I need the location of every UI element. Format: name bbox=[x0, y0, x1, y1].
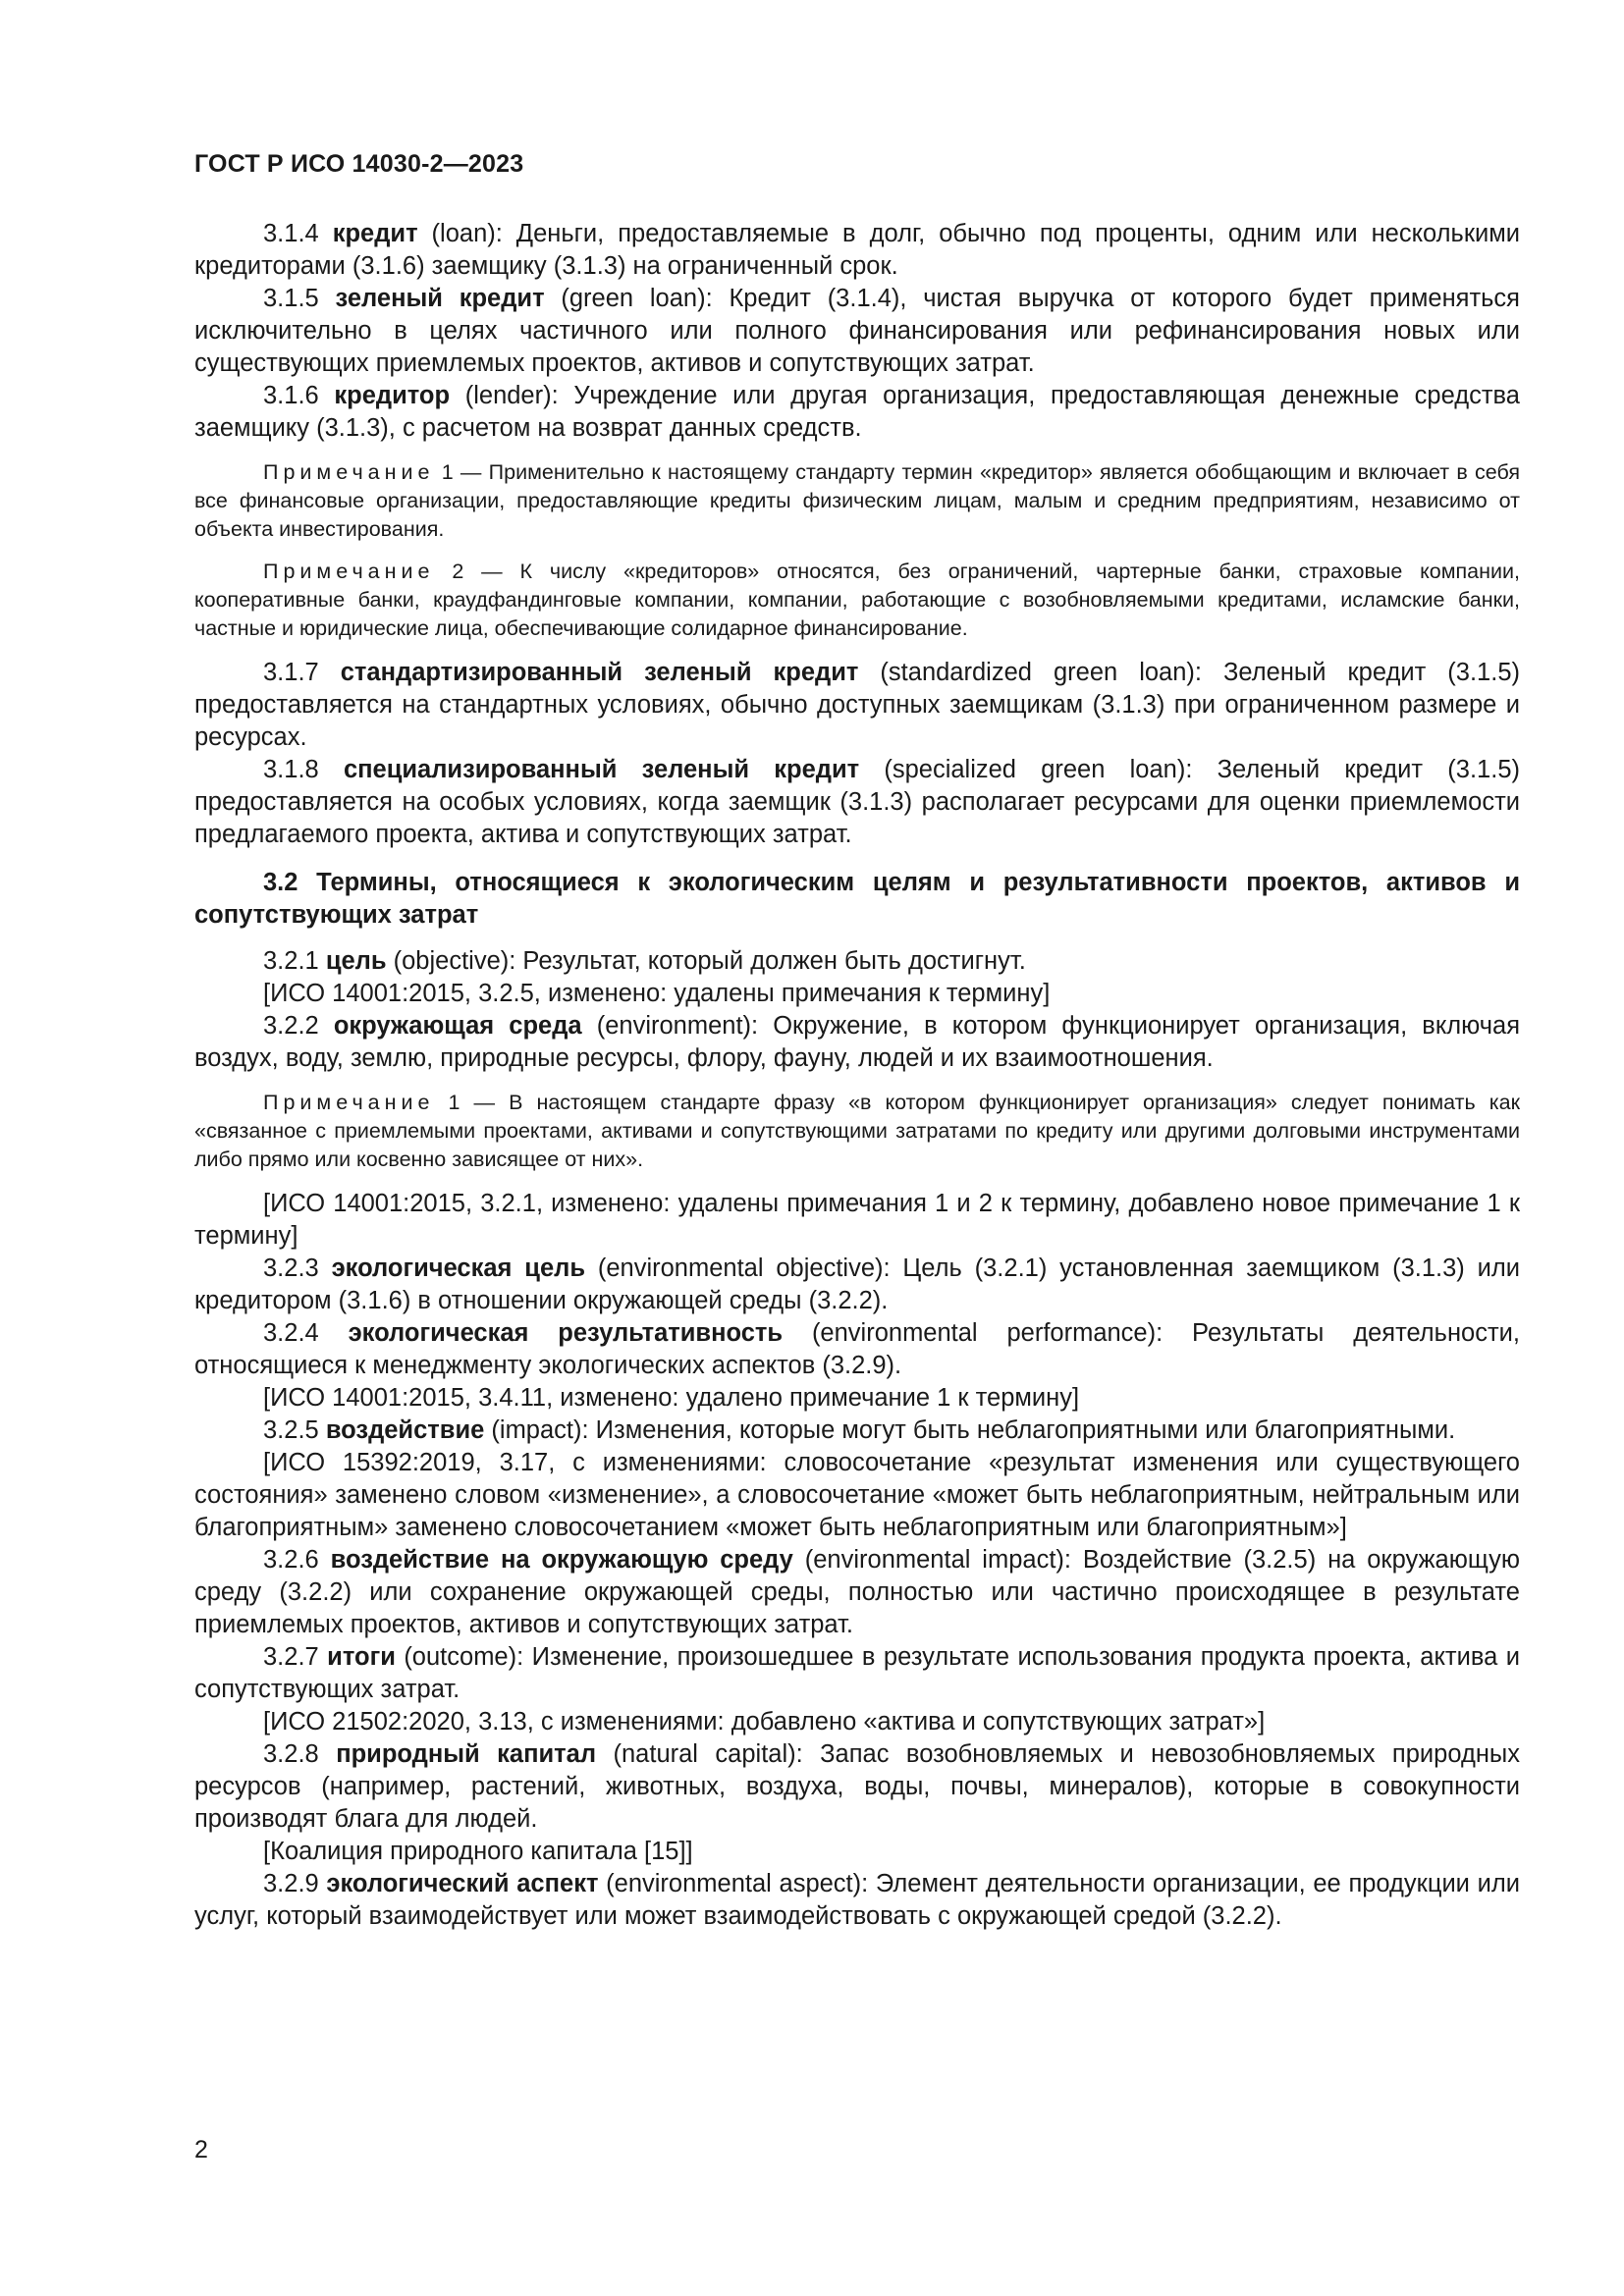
term-name: стандартизированный зеленый кредит bbox=[340, 659, 859, 686]
note-3-1-6-1 bbox=[194, 458, 1520, 544]
term-definition: (outcome): Изменение, произошедшее в результате использования продукта проекта, актива и сопутствующих затрат. bbox=[194, 1643, 1520, 1703]
term-name: природный капитал bbox=[336, 1740, 597, 1768]
term-3-2-4 bbox=[194, 1317, 1520, 1382]
note-text: 1 — Применительно к настоящему стандарту термин «кредитор» является обобщающим и включает в себя все финансовые организации, предоставляющие кредиты физическим лицам, малым и средним предприятиям, независимо от объекта инвестирования. bbox=[194, 460, 1520, 541]
term-3-1-8 bbox=[194, 754, 1520, 851]
term-name: кредит bbox=[332, 220, 418, 247]
source-3-2-4: [ИСО 14001:2015, 3.4.11, изменено: удалено примечание 1 к термину] bbox=[263, 1384, 1080, 1412]
term-3-2-8 bbox=[194, 1738, 1520, 1836]
page-number: 2 bbox=[194, 2136, 208, 2163]
term-definition: (objective): Результат, который должен быть достигнут. bbox=[386, 947, 1026, 975]
term-3-2-3 bbox=[194, 1253, 1520, 1317]
term-definition: (loan): Деньги, предоставляемые в долг, обычно под проценты, одним или несколькими кредиторами (3.1.6) заемщику (3.1.3) на ограниченный срок. bbox=[194, 220, 1520, 280]
term-number: 3.2.5 bbox=[263, 1416, 319, 1444]
term-number: 3.1.7 bbox=[263, 659, 319, 686]
document-code: ГОСТ Р ИСО 14030-2—2023 bbox=[194, 150, 524, 178]
term-3-2-7 bbox=[194, 1641, 1520, 1706]
term-3-1-6 bbox=[194, 380, 1520, 445]
note-text: 2 — К числу «кредиторов» относятся, без ограничений, чартерные банки, страховые компании, кооперативные банки, краудфандинговые компании, компании, работающие с возобновляемыми кредитами, исламские банки, частные и юридические лица, обеспечивающие солидарное финансирование. bbox=[194, 560, 1520, 640]
term-definition: (natural capital): Запас возобновляемых и невозобновляемых природных ресурсов (например, растений, животных, воздуха, воды, почвы, минералов), которые в совокупности производят блага для людей. bbox=[194, 1740, 1520, 1833]
term-name: экологический аспект bbox=[326, 1870, 599, 1897]
note-3-1-6-2 bbox=[194, 558, 1520, 643]
note-text: 1 — В настоящем стандарте фразу «в котором функционирует организация» следует понимать как «связанное с приемлемыми проектами, активами и сопутствующими затратами по кредиту или другими долговыми инструментами либо прямо или косвенно зависящее от них». bbox=[194, 1091, 1520, 1171]
term-name: экологическая цель bbox=[331, 1255, 585, 1282]
term-number: 3.2.1 bbox=[263, 947, 319, 975]
term-number: 3.2.4 bbox=[263, 1319, 319, 1347]
term-definition: (standardized green loan): Зеленый кредит (3.1.5) предоставляется на стандартных условиях, обычно доступных заемщикам (3.1.3) при ограниченном размере и ресурсах. bbox=[194, 659, 1520, 751]
page-body bbox=[194, 218, 1520, 1933]
term-definition: (environmental performance): Результаты деятельности, относящиеся к менеджменту экологических аспектов (3.2.9). bbox=[194, 1319, 1520, 1379]
term-3-2-2 bbox=[194, 1010, 1520, 1075]
term-number: 3.2.7 bbox=[263, 1643, 319, 1671]
term-definition: (impact): Изменения, которые могут быть неблагоприятными или благоприятными. bbox=[484, 1416, 1456, 1444]
source-3-2-7: [ИСО 21502:2020, 3.13, с изменениями: добавлено «актива и сопутствующих затрат»] bbox=[263, 1708, 1266, 1735]
term-definition: (environmental impact): Воздействие (3.2.5) на окружающую среду (3.2.2) или сохранение окружающей среды, полностью или частично происходящее в результате приемлемых проектов, активов и сопутствующих затрат. bbox=[194, 1546, 1521, 1638]
term-number: 3.2.3 bbox=[263, 1255, 319, 1282]
source-3-2-5: [ИСО 15392:2019, 3.17, с изменениями: словосочетание «результат изменения или существующего состояния» заменено словом «изменение», а словосочетание «может быть неблагоприятным, нейтральным или благоприятным» заменено словосочетанием «может быть неблагоприятным или благоприятным»] bbox=[194, 1449, 1520, 1541]
term-definition: (environmental aspect): Элемент деятельности организации, ее продукции или услуг, который взаимодействует или может взаимодействовать с окружающей средой (3.2.2). bbox=[194, 1870, 1520, 1930]
term-number: 3.1.4 bbox=[263, 220, 319, 247]
term-number: 3.2.6 bbox=[263, 1546, 319, 1574]
source-3-2-2: [ИСО 14001:2015, 3.2.1, изменено: удалены примечания 1 и 2 к термину, добавлено новое примечание 1 к термину] bbox=[194, 1190, 1520, 1250]
term-name: окружающая среда bbox=[333, 1012, 582, 1040]
note-label: Примечание bbox=[263, 1091, 435, 1114]
term-number: 3.2.2 bbox=[263, 1012, 319, 1040]
term-definition: (environmental objective): Цель (3.2.1) установленная заемщиком (3.1.3) или кредитором (3.1.6) в отношении окружающей среды (3.2.2). bbox=[194, 1255, 1520, 1314]
term-3-1-5 bbox=[194, 283, 1520, 380]
term-name: воздействие bbox=[325, 1416, 485, 1444]
term-3-2-9 bbox=[194, 1868, 1520, 1933]
term-name: зеленый кредит bbox=[335, 285, 545, 312]
section-heading-3-2: 3.2 Термины, относящиеся к экологическим целям и результативности проектов, активов и сопутствующих затрат bbox=[194, 869, 1520, 929]
source-3-2-8: [Коалиция природного капитала [15]] bbox=[263, 1838, 693, 1865]
term-name: экологическая результативность bbox=[348, 1319, 784, 1347]
term-3-1-7 bbox=[194, 657, 1520, 754]
term-number: 3.1.6 bbox=[263, 382, 319, 409]
term-name: цель bbox=[325, 947, 387, 975]
term-number: 3.1.8 bbox=[263, 756, 319, 783]
term-name: итоги bbox=[327, 1643, 396, 1671]
term-definition: (environment): Окружение, в котором функционирует организация, включая воздух, воду, землю, природные ресурсы, флору, фауну, людей и их взаимоотношения. bbox=[194, 1012, 1520, 1072]
note-label: Примечание bbox=[263, 460, 435, 484]
term-number: 3.1.5 bbox=[263, 285, 319, 312]
term-definition: (specialized green loan): Зеленый кредит (3.1.5) предоставляется на особых условиях, когда заемщик (3.1.3) располагает ресурсами для оценки приемлемости предлагаемого проекта, актива и сопутствующих затрат. bbox=[194, 756, 1520, 848]
note-label: Примечание bbox=[263, 560, 435, 583]
term-name: специализированный зеленый кредит bbox=[343, 756, 860, 783]
term-definition: (lender): Учреждение или другая организация, предоставляющая денежные средства заемщику (3.1.3), с расчетом на возврат данных средств. bbox=[194, 382, 1520, 442]
source-3-2-1: [ИСО 14001:2015, 3.2.5, изменено: удалены примечания к термину] bbox=[263, 980, 1051, 1007]
term-number: 3.2.9 bbox=[263, 1870, 319, 1897]
term-definition: (green loan): Кредит (3.1.4), чистая выручка от которого будет применяться исключительно в целях частичного или полного финансирования или рефинансирования новых или существующих приемлемых проектов, активов и сопутствующих затрат. bbox=[194, 285, 1520, 377]
term-name: кредитор bbox=[334, 382, 451, 409]
note-3-2-2-1 bbox=[194, 1089, 1520, 1174]
term-3-2-5 bbox=[194, 1415, 1520, 1447]
term-3-2-6 bbox=[194, 1544, 1520, 1641]
term-3-2-1 bbox=[194, 945, 1520, 978]
term-name: воздействие на окружающую среду bbox=[330, 1546, 793, 1574]
term-3-1-4 bbox=[194, 218, 1520, 283]
term-number: 3.2.8 bbox=[263, 1740, 319, 1768]
